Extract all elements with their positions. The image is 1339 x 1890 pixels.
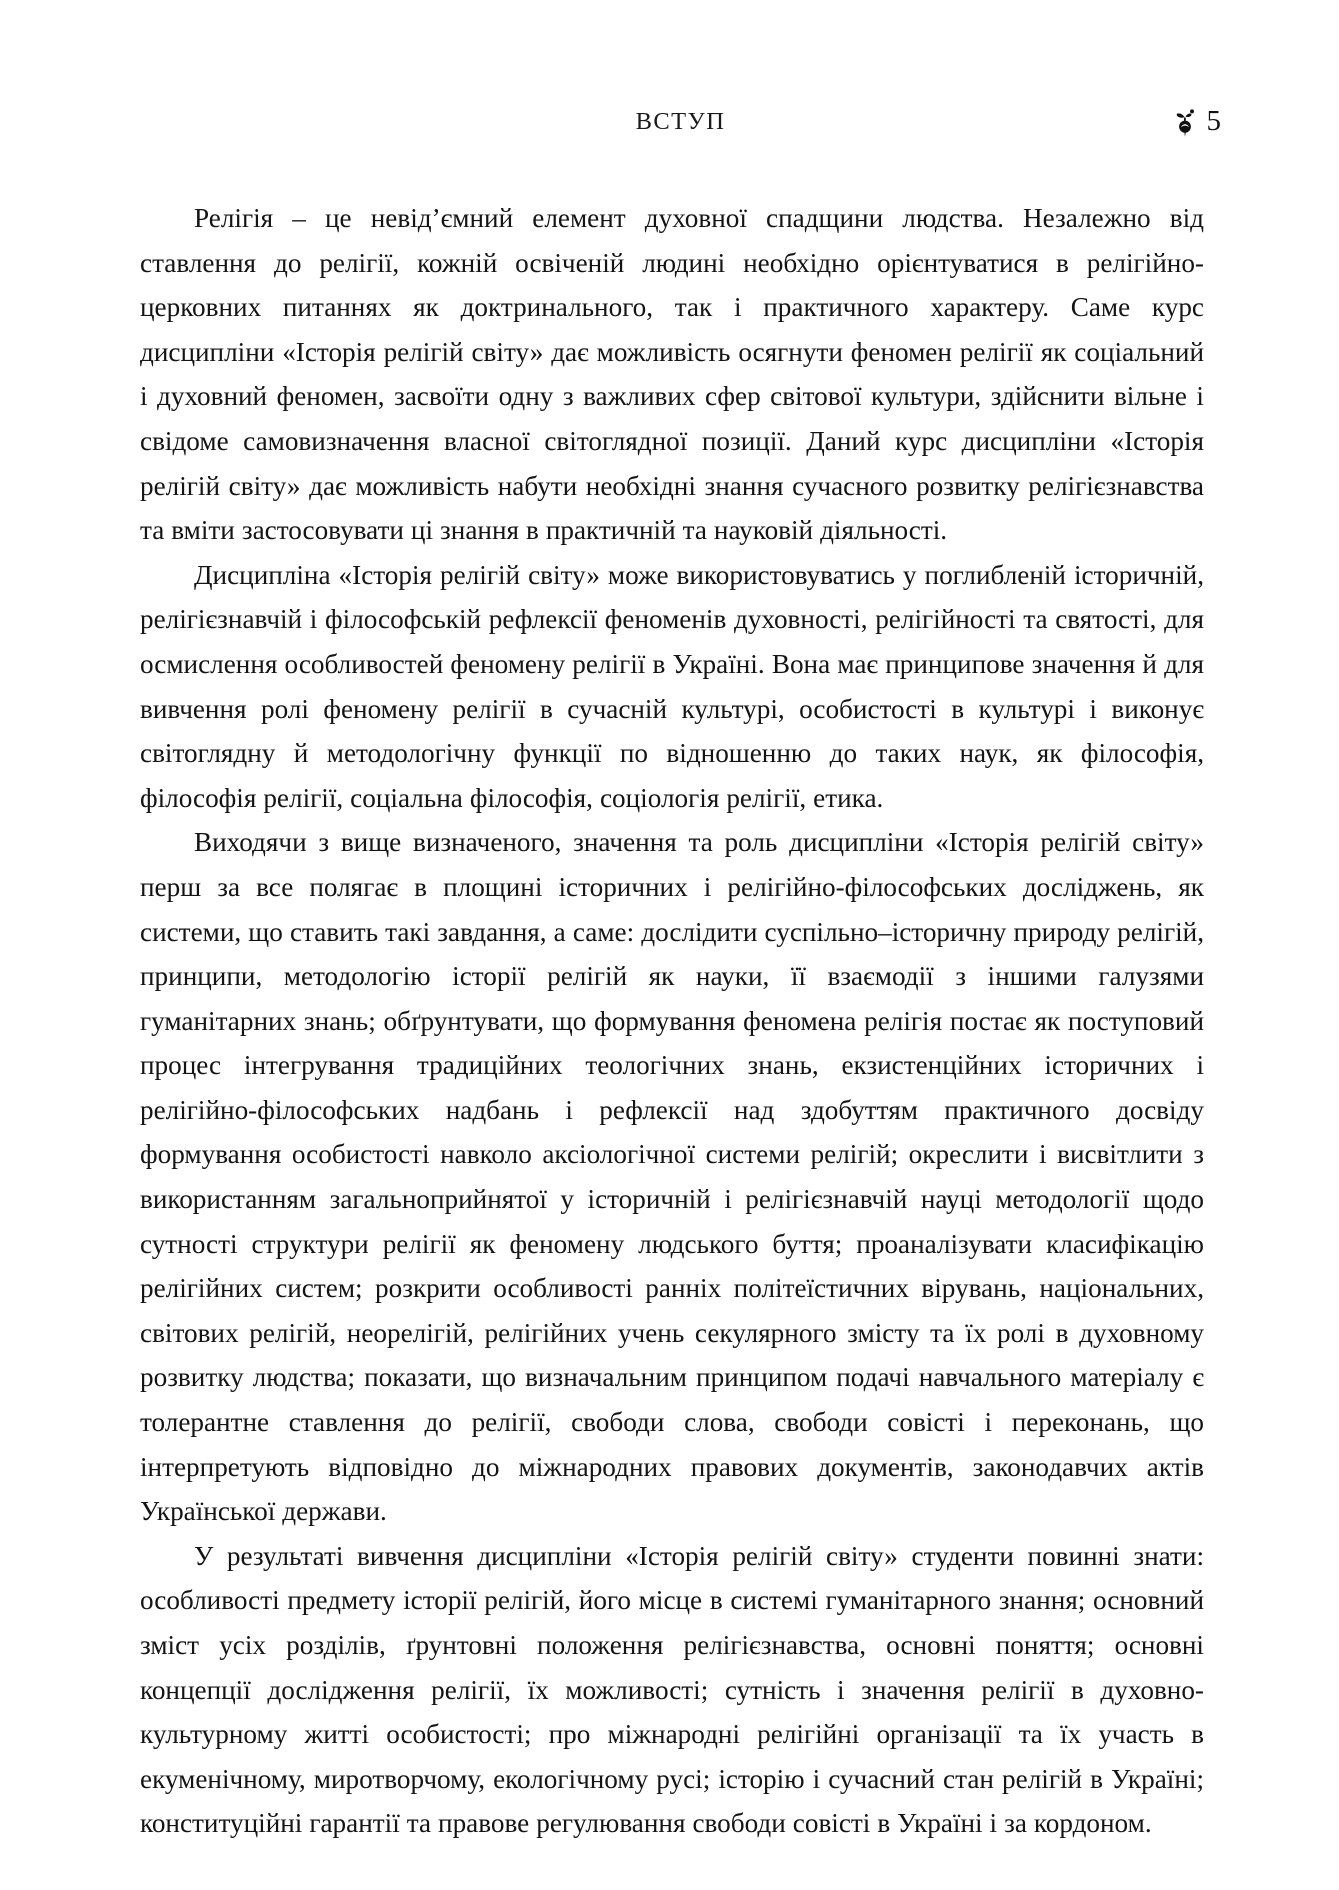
page-number: 5	[1206, 104, 1221, 137]
paragraph: Релігія – це невід’ємний елемент духовної спадщини людства. Незалежно від ставлення до релігії, кожній освіченій людині необхідно орієнтуватися в релігійно-церковних питаннях як доктринального, так і практичного характеру. Саме курс дисципліни «Історія релігій світу» дає можливість осягнути феномен релігії як соціальний і духовний феномен, засвоїти одну з важливих сфер світової культури, здійснити вільне і свідоме самовизначення власної світоглядної позиції. Даний курс дисципліни «Історія релігій світу» дає можливість набути необхідні знання сучасного розвитку релігієзнавства та вміти застосовувати ці знання в практичній та науковій діяльності.	[140, 203, 1204, 546]
body-text	[140, 196, 1204, 1846]
running-head	[140, 104, 1221, 148]
paragraph: Дисципліна «Історія релігій світу» може використовуватись у поглибленій історичній, релігієзнавчій і філософській рефлексії феноменів духовності, релігійності та святості, для осмислення особливостей феномену релігії в Україні. Вона має принципове значення й для вивчення ролі феномену релігії в сучасній культурі, особистості в культурі і виконує світоглядну й методологічну функції по відношенню до таких наук, як філософія, філософія релігії, соціальна філософія, соціологія релігії, етика.	[140, 559, 1204, 813]
running-head-title: ВСТУП	[635, 108, 726, 135]
paragraph: Виходячи з вище визначеного, значення та роль дисципліни «Історія релігій світу» перш за все полягає в площині історичних і релігійно-філософських досліджень, як системи, що ставить такі завдання, а саме: дослідити суспільно–історичну природу релігій, принципи, методологію історії релігій як науки, її взаємодії з іншими галузями гуманітарних знань; обґрунтувати, що формування феномена релігія постає як поступовий процес інтегрування традиційних теологічних знань, екзистенційних історичних і релігійно-філософських надбань і рефлексії над здобуттям практичного досвіду формування особистості навколо аксіологічної системи релігій; окреслити і висвітлити з використанням загальноприйнятої у історичній і релігієзнавчій науці методології щодо сутності структури релігії як феномену людського буття; проаналізувати класифікацію релігійних систем; розкрити особливості ранніх політеїстичних вірувань, національних, світових релігій, неорелігій, релігійних учень секулярного змісту та їх ролі в духовному розвитку людства; показати, що визначальним принципом подачі навчального матеріалу є толерантне ставлення до релігії, свободи слова, свободи совісті і переконань, що інтерпретують відповідно до міжнародних правових документів, законодавчих актів Української держави.	[140, 827, 1204, 1527]
page-folio	[1172, 101, 1222, 141]
paragraph: У результаті вивчення дисципліни «Історія релігій світу» студенти повинні знати: особливості предмету історії релігій, його місце в системі гуманітарного знання; основний зміст усіх розділів, ґрунтовні положення релігієзнавства, основні поняття; основні концепції дослідження релігії, їх можливості; сутність і значення релігії в духовно-культурному житті особистості; про міжнародні релігійні організації та їх участь в екуменічному, миротворчому, екологічному русі; історію і сучасний стан релігій в Україні; конституційні гарантії та правове регулювання свободи совісті в Україні і за кордоном.	[140, 1540, 1204, 1839]
floral-ornament-icon	[1172, 107, 1198, 137]
